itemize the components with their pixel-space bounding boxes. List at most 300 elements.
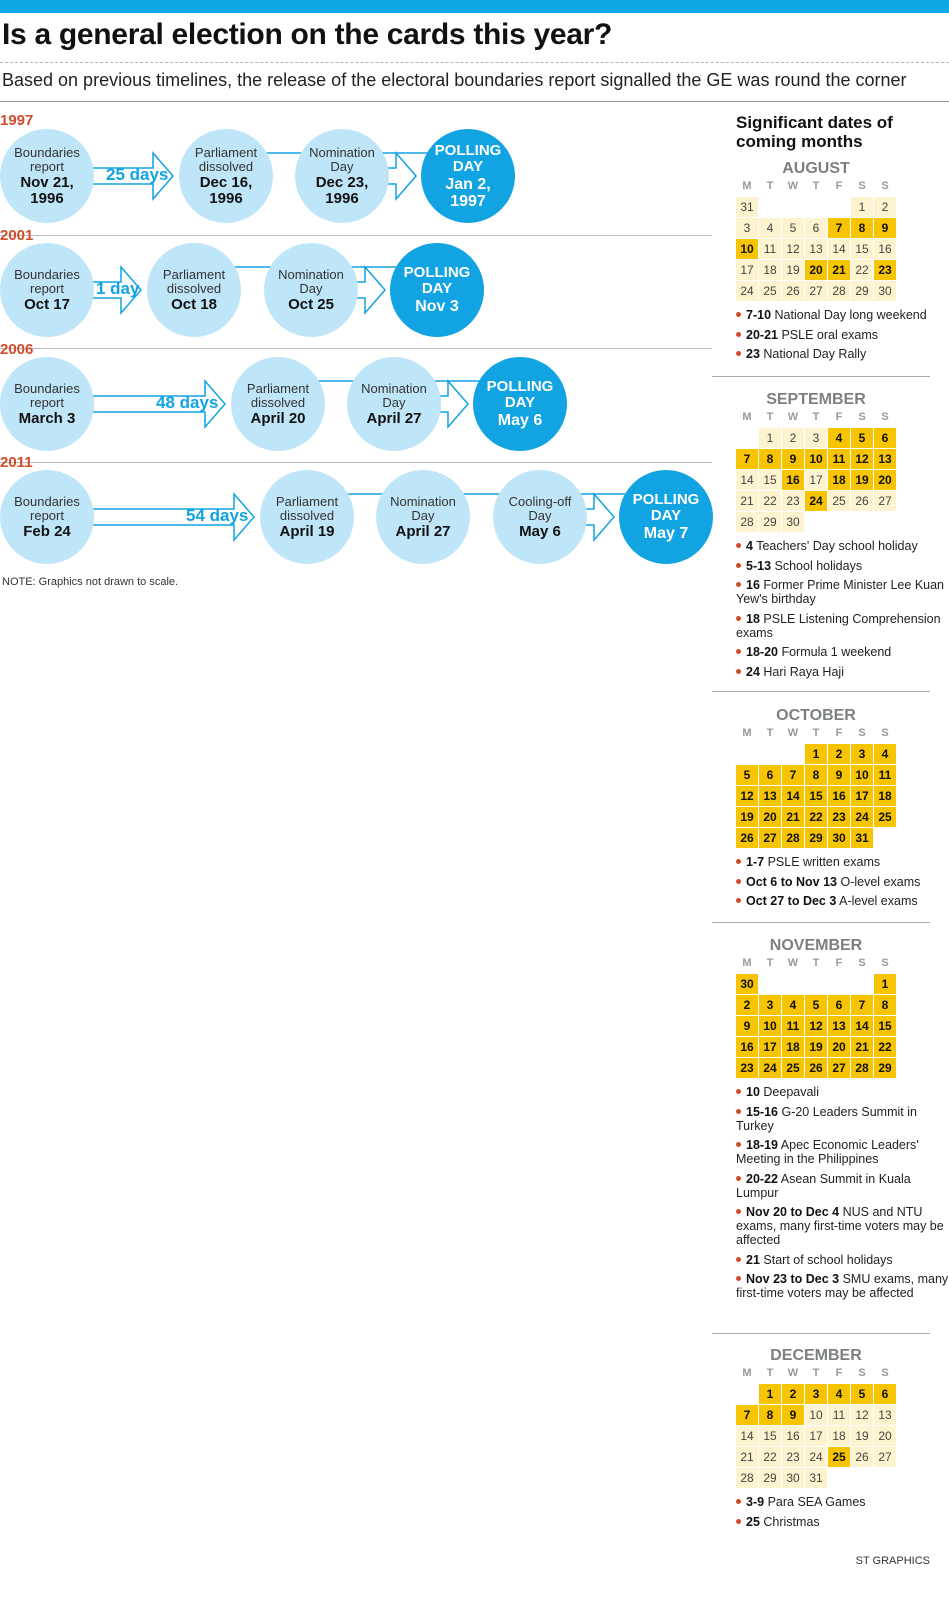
calendar-day-highlighted: 6 bbox=[759, 765, 781, 785]
calendar-day-highlighted: 9 bbox=[782, 449, 804, 469]
calendar-day: 15 bbox=[851, 239, 873, 259]
weekday-label: F bbox=[835, 180, 843, 192]
calendar-day: 1 bbox=[759, 428, 781, 448]
calendar-day: 28 bbox=[736, 512, 758, 532]
step-date: April 19 bbox=[279, 522, 335, 540]
calendar-day-highlighted: 4 bbox=[782, 995, 804, 1015]
step-label: Parliament dissolved bbox=[162, 266, 226, 296]
calendar-day-highlighted: 28 bbox=[782, 828, 804, 848]
calendar-day-highlighted: 3 bbox=[759, 995, 781, 1015]
calendar-day-highlighted: 30 bbox=[736, 974, 758, 994]
timeline-step-circle bbox=[179, 129, 273, 223]
bullet-dot-icon bbox=[736, 351, 741, 356]
calendar-day: 11 bbox=[828, 1405, 850, 1425]
calendar-day: 31 bbox=[736, 197, 758, 217]
event-item bbox=[736, 1495, 949, 1509]
step-date: Dec 16, 1996 bbox=[199, 173, 253, 207]
calendar-day: 18 bbox=[759, 260, 781, 280]
weekday-label: S bbox=[858, 1367, 866, 1379]
calendar-day-highlighted: 3 bbox=[805, 1384, 827, 1404]
calendar-day: 27 bbox=[874, 491, 896, 511]
event-date: 10 bbox=[746, 1085, 760, 1099]
calendar-day-highlighted: 26 bbox=[736, 828, 758, 848]
bullet-dot-icon bbox=[736, 649, 741, 654]
bullet-dot-icon bbox=[736, 1142, 741, 1147]
step-date: May 7 bbox=[643, 525, 689, 542]
calendar-day: 28 bbox=[828, 281, 850, 301]
calendar-day-highlighted: 14 bbox=[782, 786, 804, 806]
calendar-day-highlighted: 9 bbox=[736, 1016, 758, 1036]
event-item bbox=[736, 1253, 949, 1267]
calendar-day-highlighted: 8 bbox=[874, 995, 896, 1015]
step-date: April 27 bbox=[395, 522, 451, 540]
calendar-day-highlighted: 24 bbox=[759, 1058, 781, 1078]
calendar-day: 30 bbox=[782, 1468, 804, 1488]
calendar-day: 24 bbox=[805, 1447, 827, 1467]
timeline-step-circle bbox=[260, 470, 354, 564]
event-item bbox=[736, 1205, 949, 1247]
weekday-label: M bbox=[742, 180, 752, 192]
calendar-day: 29 bbox=[759, 1468, 781, 1488]
calendar-day: 2 bbox=[782, 428, 804, 448]
event-description: Para SEA Games bbox=[767, 1495, 866, 1509]
calendar-day-highlighted: 20 bbox=[759, 807, 781, 827]
calendar-day: 17 bbox=[805, 470, 827, 490]
calendar-day-highlighted: 3 bbox=[851, 744, 873, 764]
timeline-step-circle bbox=[0, 129, 94, 223]
event-date: 3-9 bbox=[746, 1495, 765, 1509]
weekday-label: T bbox=[812, 727, 820, 739]
weekday-label: M bbox=[742, 411, 752, 423]
event-description: PSLE Listening Comprehension exams bbox=[736, 611, 941, 640]
step-date: Nov 3 bbox=[415, 298, 459, 315]
calendar-day-highlighted: 11 bbox=[828, 449, 850, 469]
event-item bbox=[736, 559, 949, 573]
calendar-day-highlighted: 10 bbox=[851, 765, 873, 785]
event-date: 18 bbox=[746, 611, 760, 626]
step-label: POLLING DAY bbox=[403, 264, 471, 297]
polling-day-circle bbox=[619, 470, 713, 564]
calendar-day-highlighted: 29 bbox=[874, 1058, 896, 1078]
event-description: Start of school holidays bbox=[763, 1252, 893, 1267]
event-date: Nov 20 to Dec 4 bbox=[746, 1205, 840, 1219]
calendar-day-highlighted: 5 bbox=[851, 428, 873, 448]
calendar-day-highlighted: 12 bbox=[736, 786, 758, 806]
calendar-day: 22 bbox=[759, 1447, 781, 1467]
event-description: Christmas bbox=[763, 1514, 820, 1529]
calendar-day: 30 bbox=[782, 512, 804, 532]
weekday-label: W bbox=[787, 727, 799, 739]
event-description: A-level exams bbox=[839, 894, 918, 908]
bullet-dot-icon bbox=[736, 1519, 741, 1524]
bullet-dot-icon bbox=[736, 543, 741, 548]
graphics-credit: ST GRAPHICS bbox=[855, 1555, 930, 1567]
event-description: Asean Summit in Kuala Lumpur bbox=[736, 1171, 911, 1200]
event-date: 21 bbox=[746, 1252, 760, 1267]
scale-note: NOTE: Graphics not drawn to scale. bbox=[2, 576, 179, 588]
timeline-year: 2001 bbox=[0, 227, 34, 244]
calendar-day-highlighted: 2 bbox=[782, 1384, 804, 1404]
step-label: POLLING DAY bbox=[486, 378, 554, 411]
timeline-step-circle bbox=[0, 357, 94, 451]
calendar-day-highlighted: 7 bbox=[851, 995, 873, 1015]
month-name: AUGUST bbox=[782, 160, 850, 177]
calendar-day: 26 bbox=[782, 281, 804, 301]
step-date: April 27 bbox=[366, 409, 422, 427]
polling-arrow bbox=[583, 494, 614, 540]
calendar-day-highlighted: 5 bbox=[851, 1384, 873, 1404]
step-label: Cooling-off Day bbox=[508, 493, 572, 523]
calendar-day: 12 bbox=[851, 1405, 873, 1425]
month-events bbox=[736, 1085, 949, 1306]
calendar-day: 22 bbox=[759, 491, 781, 511]
event-date: 16 bbox=[746, 578, 760, 592]
event-description: G-20 Leaders Summit in Turkey bbox=[736, 1104, 917, 1133]
timeline-step-circle bbox=[0, 243, 94, 337]
calendar-day-highlighted: 1 bbox=[805, 744, 827, 764]
calendar-day-highlighted: 16 bbox=[828, 786, 850, 806]
event-item bbox=[736, 1085, 949, 1099]
timeline-divider bbox=[0, 235, 712, 236]
bullet-dot-icon bbox=[736, 616, 741, 621]
timeline-step-circle bbox=[0, 470, 94, 564]
calendar-day: 13 bbox=[874, 1405, 896, 1425]
event-date: Nov 23 to Dec 3 bbox=[746, 1272, 840, 1286]
event-description: National Day Rally bbox=[763, 347, 867, 361]
timeline-step-circle bbox=[295, 129, 389, 223]
calendar-day-highlighted: 31 bbox=[851, 828, 873, 848]
bullet-dot-icon bbox=[736, 563, 741, 568]
weekday-label: T bbox=[766, 180, 774, 192]
calendar-day-highlighted: 10 bbox=[805, 449, 827, 469]
polling-arrow bbox=[437, 381, 468, 427]
calendar-day: 16 bbox=[874, 239, 896, 259]
calendar-day: 11 bbox=[759, 239, 781, 259]
bullet-dot-icon bbox=[736, 898, 741, 903]
event-description: NUS and NTU exams, many first-time voters may be affected bbox=[736, 1205, 944, 1247]
calendar-day: 23 bbox=[782, 1447, 804, 1467]
calendar-day-highlighted: 20 bbox=[874, 470, 896, 490]
calendar-day: 29 bbox=[759, 512, 781, 532]
event-date: 15-16 bbox=[746, 1104, 778, 1119]
calendar-day: 17 bbox=[805, 1426, 827, 1446]
bullet-dot-icon bbox=[736, 312, 741, 317]
calendar-day-highlighted: 19 bbox=[851, 470, 873, 490]
calendar-day-highlighted: 15 bbox=[805, 786, 827, 806]
calendar-day-highlighted: 24 bbox=[851, 807, 873, 827]
calendar-day-highlighted: 2 bbox=[828, 744, 850, 764]
step-label: Boundaries report bbox=[14, 144, 80, 174]
step-date: May 6 bbox=[519, 522, 561, 540]
calendar-day-highlighted: 29 bbox=[805, 828, 827, 848]
timeline-step-circle bbox=[493, 470, 587, 564]
calendar-day: 31 bbox=[805, 1468, 827, 1488]
event-date: 18-19 bbox=[746, 1138, 778, 1152]
event-description: Hari Raya Haji bbox=[763, 664, 844, 679]
sidebar-title: Significant dates of coming months bbox=[736, 113, 893, 151]
calendar-day-highlighted: 7 bbox=[736, 1405, 758, 1425]
step-label: Nomination Day bbox=[278, 266, 344, 296]
bullet-dot-icon bbox=[736, 1257, 741, 1262]
calendar-day-highlighted: 18 bbox=[782, 1037, 804, 1057]
calendar-day-highlighted: 8 bbox=[759, 1405, 781, 1425]
step-date: Feb 24 bbox=[23, 522, 71, 540]
calendar-day: 10 bbox=[805, 1405, 827, 1425]
bullet-dot-icon bbox=[736, 1499, 741, 1504]
weekday-label: T bbox=[766, 1367, 774, 1379]
event-description: Deepavali bbox=[763, 1085, 819, 1099]
calendar-day-highlighted: 17 bbox=[759, 1037, 781, 1057]
calendar-day-highlighted: 23 bbox=[736, 1058, 758, 1078]
calendar-day-highlighted: 30 bbox=[828, 828, 850, 848]
calendar-day-highlighted: 19 bbox=[736, 807, 758, 827]
event-item bbox=[736, 1105, 949, 1133]
month-events bbox=[736, 539, 949, 684]
timeline-step-circle bbox=[347, 357, 441, 451]
event-item bbox=[736, 875, 949, 889]
calendar-day: 22 bbox=[851, 260, 873, 280]
calendar-day-highlighted: 8 bbox=[851, 218, 873, 238]
calendar-day-highlighted: 4 bbox=[828, 1384, 850, 1404]
weekday-label: M bbox=[742, 1367, 752, 1379]
calendar-day: 16 bbox=[782, 1426, 804, 1446]
weekday-label: M bbox=[742, 727, 752, 739]
calendar-day: 28 bbox=[736, 1468, 758, 1488]
calendar-day-highlighted: 25 bbox=[874, 807, 896, 827]
calendar-day: 17 bbox=[736, 260, 758, 280]
event-item bbox=[736, 1138, 949, 1166]
event-description: PSLE oral exams bbox=[781, 327, 879, 342]
calendar-day-highlighted: 27 bbox=[759, 828, 781, 848]
weekday-label: W bbox=[787, 957, 799, 969]
calendar-day: 26 bbox=[851, 1447, 873, 1467]
calendar-day: 25 bbox=[759, 281, 781, 301]
calendar-day-highlighted: 2 bbox=[736, 995, 758, 1015]
calendar-day-highlighted: 15 bbox=[874, 1016, 896, 1036]
calendar-day-highlighted: 13 bbox=[874, 449, 896, 469]
calendar-day: 27 bbox=[805, 281, 827, 301]
weekday-label: S bbox=[881, 957, 889, 969]
polling-day-circle bbox=[421, 129, 515, 223]
timeline-divider bbox=[0, 462, 712, 463]
calendar-day-highlighted: 28 bbox=[851, 1058, 873, 1078]
weekday-label: S bbox=[881, 180, 889, 192]
calendar-day: 24 bbox=[736, 281, 758, 301]
gap-days-label: 48 days bbox=[156, 393, 219, 412]
weekday-label: S bbox=[858, 180, 866, 192]
weekday-label: T bbox=[812, 957, 820, 969]
event-item bbox=[736, 645, 949, 659]
step-date: Oct 18 bbox=[171, 295, 217, 313]
calendar-day: 25 bbox=[828, 491, 850, 511]
event-date: 23 bbox=[746, 347, 760, 361]
calendar-day: 26 bbox=[851, 491, 873, 511]
event-description: Teachers' Day school holiday bbox=[756, 539, 918, 553]
event-date: 20-22 bbox=[746, 1171, 778, 1186]
calendar-day: 6 bbox=[805, 218, 827, 238]
weekday-label: T bbox=[766, 727, 774, 739]
event-date: Oct 27 to Dec 3 bbox=[746, 894, 837, 908]
event-description: PSLE written exams bbox=[767, 855, 881, 869]
event-description: National Day long weekend bbox=[774, 308, 927, 322]
calendar-day: 19 bbox=[851, 1426, 873, 1446]
step-date: Oct 17 bbox=[24, 295, 70, 313]
event-date: 25 bbox=[746, 1514, 760, 1529]
timeline-step-circle bbox=[231, 357, 325, 451]
month-name: DECEMBER bbox=[770, 1347, 862, 1364]
gap-days-label: 1 day bbox=[96, 279, 140, 298]
calendar-day-highlighted: 25 bbox=[828, 1447, 850, 1467]
calendar-day-highlighted: 16 bbox=[782, 470, 804, 490]
weekday-label: W bbox=[787, 411, 799, 423]
event-item bbox=[736, 308, 949, 322]
calendar-day: 21 bbox=[736, 1447, 758, 1467]
step-date: Dec 23, 1996 bbox=[315, 173, 369, 207]
calendar-day-highlighted: 20 bbox=[828, 1037, 850, 1057]
calendar-day: 3 bbox=[736, 218, 758, 238]
weekday-label: S bbox=[881, 1367, 889, 1379]
calendar-day-highlighted: 18 bbox=[874, 786, 896, 806]
calendar-day-highlighted: 9 bbox=[828, 765, 850, 785]
step-label: Parliament dissolved bbox=[194, 144, 258, 174]
calendar-day-highlighted: 22 bbox=[805, 807, 827, 827]
step-date: Nov 21, 1996 bbox=[20, 173, 74, 207]
calendar-day-highlighted: 18 bbox=[828, 470, 850, 490]
step-label: POLLING DAY bbox=[434, 141, 502, 175]
calendar-day-highlighted: 11 bbox=[782, 1016, 804, 1036]
calendar-day-highlighted: 12 bbox=[805, 1016, 827, 1036]
calendar-day-highlighted: 13 bbox=[828, 1016, 850, 1036]
calendar-day: 4 bbox=[759, 218, 781, 238]
event-description: Formula 1 weekend bbox=[781, 645, 892, 659]
calendar-day-highlighted: 14 bbox=[851, 1016, 873, 1036]
event-date: 5-13 bbox=[746, 558, 772, 573]
event-description: O-level exams bbox=[840, 874, 921, 889]
calendar-day: 15 bbox=[759, 470, 781, 490]
calendar-day: 27 bbox=[874, 1447, 896, 1467]
bullet-dot-icon bbox=[736, 332, 741, 337]
event-description: Former Prime Minister Lee Kuan Yew's birthday bbox=[736, 578, 945, 606]
weekday-label: S bbox=[881, 727, 889, 739]
timeline-year: 1997 bbox=[0, 112, 34, 129]
weekday-label: T bbox=[812, 1367, 820, 1379]
calendar-day-highlighted: 20 bbox=[805, 260, 827, 280]
page-subtitle: Based on previous timelines, the release of the electoral boundaries report signalled the GE was round the corner bbox=[2, 70, 907, 90]
weekday-label: M bbox=[742, 957, 752, 969]
event-item bbox=[736, 328, 949, 342]
calendar-day-highlighted: 7 bbox=[782, 765, 804, 785]
calendar-day-highlighted: 26 bbox=[805, 1058, 827, 1078]
weekday-label: S bbox=[858, 957, 866, 969]
calendar-day-highlighted: 23 bbox=[874, 260, 896, 280]
step-label: Nomination Day bbox=[361, 380, 427, 410]
timeline-year: 2006 bbox=[0, 341, 34, 358]
calendar-day: 14 bbox=[736, 1426, 758, 1446]
event-description: School holidays bbox=[774, 558, 863, 573]
calendar-day-highlighted: 11 bbox=[874, 765, 896, 785]
calendar-day-highlighted: 5 bbox=[805, 995, 827, 1015]
month-events bbox=[736, 855, 949, 914]
bullet-dot-icon bbox=[736, 1209, 741, 1214]
bullet-dot-icon bbox=[736, 582, 741, 587]
event-date: 18-20 bbox=[746, 645, 778, 659]
calendar-day-highlighted: 6 bbox=[874, 1384, 896, 1404]
weekday-label: S bbox=[858, 727, 866, 739]
weekday-label: T bbox=[766, 957, 774, 969]
calendar-day-highlighted: 9 bbox=[782, 1405, 804, 1425]
calendar-day: 1 bbox=[851, 197, 873, 217]
month-events bbox=[736, 1495, 949, 1534]
event-item bbox=[736, 1515, 949, 1529]
month-events bbox=[736, 308, 949, 367]
calendar-day-highlighted: 27 bbox=[828, 1058, 850, 1078]
calendar-day: 29 bbox=[851, 281, 873, 301]
bullet-dot-icon bbox=[736, 1176, 741, 1181]
event-item bbox=[736, 612, 949, 640]
calendar-day-highlighted: 12 bbox=[851, 449, 873, 469]
polling-day-circle bbox=[390, 243, 484, 337]
calendar-day: 14 bbox=[736, 470, 758, 490]
gap-days-label: 54 days bbox=[186, 506, 249, 525]
timeline-step-circle bbox=[264, 243, 358, 337]
month-name: SEPTEMBER bbox=[766, 391, 866, 408]
event-item bbox=[736, 1272, 949, 1300]
event-item bbox=[736, 855, 949, 869]
month-name: NOVEMBER bbox=[769, 937, 863, 954]
step-date: May 6 bbox=[497, 412, 543, 429]
event-description: Apec Economic Leaders' Meeting in the Philippines bbox=[736, 1138, 919, 1166]
weekday-label: W bbox=[787, 1367, 799, 1379]
calendar-day-highlighted: 7 bbox=[828, 218, 850, 238]
timeline-step-circle bbox=[376, 470, 470, 564]
calendar-day-highlighted: 7 bbox=[736, 449, 758, 469]
weekday-label: F bbox=[835, 957, 843, 969]
calendar-day: 19 bbox=[782, 260, 804, 280]
calendar-day-highlighted: 24 bbox=[805, 491, 827, 511]
page-title: Is a general election on the cards this year? bbox=[2, 18, 613, 51]
event-date: 20-21 bbox=[746, 327, 778, 342]
calendar-day: 23 bbox=[782, 491, 804, 511]
event-item bbox=[736, 894, 949, 908]
calendar-day-highlighted: 21 bbox=[851, 1037, 873, 1057]
calendar-day-highlighted: 4 bbox=[874, 744, 896, 764]
calendar-day-highlighted: 16 bbox=[736, 1037, 758, 1057]
event-item bbox=[736, 347, 949, 361]
calendar-day-highlighted: 23 bbox=[828, 807, 850, 827]
event-item bbox=[736, 539, 949, 553]
calendar-day: 5 bbox=[782, 218, 804, 238]
weekday-label: T bbox=[766, 411, 774, 423]
step-label: Parliament dissolved bbox=[275, 493, 339, 523]
event-description: SMU exams, many first-time voters may be affected bbox=[736, 1272, 949, 1300]
event-item bbox=[736, 1172, 949, 1200]
month-name: OCTOBER bbox=[776, 707, 856, 724]
step-date: Oct 25 bbox=[288, 295, 334, 313]
calendar-day-highlighted: 6 bbox=[828, 995, 850, 1015]
calendar-day: 2 bbox=[874, 197, 896, 217]
step-date: Jan 2, 1997 bbox=[445, 175, 491, 210]
calendar-day-highlighted: 4 bbox=[828, 428, 850, 448]
step-label: Parliament dissolved bbox=[246, 380, 310, 410]
bullet-dot-icon bbox=[736, 1089, 741, 1094]
calendar-day: 20 bbox=[874, 1426, 896, 1446]
calendar-day-highlighted: 1 bbox=[759, 1384, 781, 1404]
month-divider bbox=[712, 1333, 930, 1334]
step-date: March 3 bbox=[18, 409, 76, 427]
calendar-day-highlighted: 19 bbox=[805, 1037, 827, 1057]
calendar-day-highlighted: 6 bbox=[874, 428, 896, 448]
weekday-label: S bbox=[881, 411, 889, 423]
